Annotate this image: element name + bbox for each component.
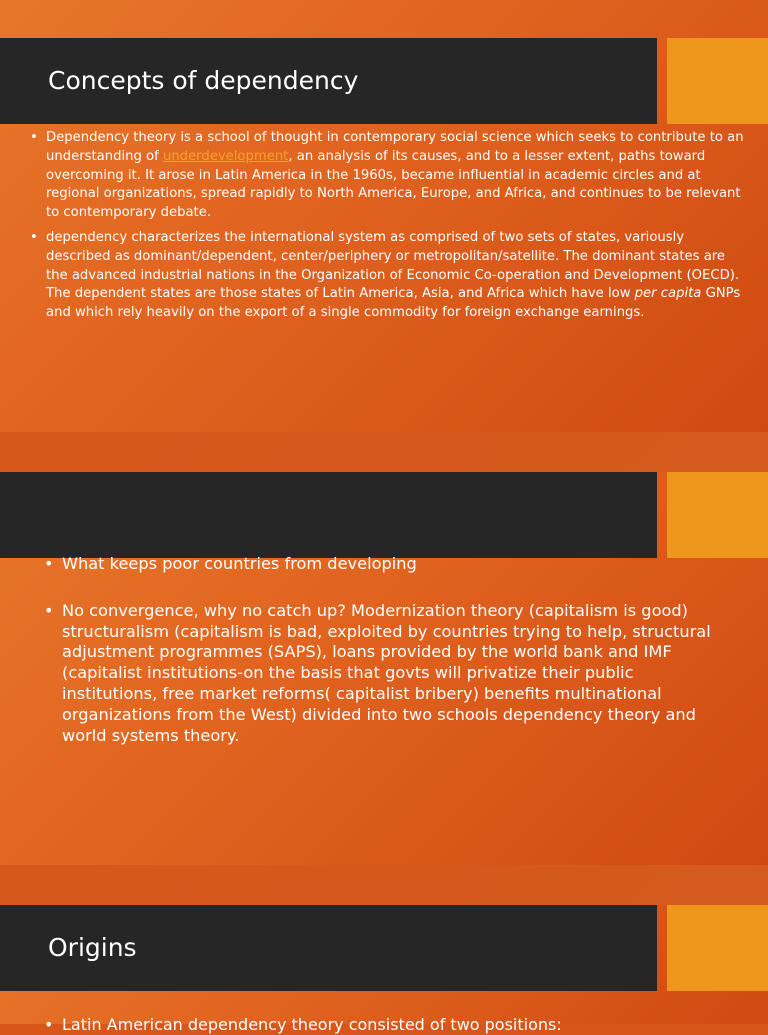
slide-2-bullet-list [62,554,722,746]
slide-1-bullet-2: • dependency characterizes the international system as comprised of two sets of states, variously described as dominant/dependent, center/periphery or metropolitan/satellite. The dominant states are the advanced industrial nations in the Organization of Economic Co-operation and Development (OECD). The dependent states are those states of Latin America, Asia, and Africa which have low per capita GNPs and which rely heavily on the export of a single commodity for foreign exchange earnings. [46,229,746,323]
slide-gap-1 [0,432,768,472]
slide-gap-2 [0,865,768,905]
slide-1 [0,0,768,432]
slide-3-accent-block [667,905,768,991]
slide-2-accent-block [667,472,768,558]
slide-1-bullet-list [46,129,746,329]
slide-2-bullet-2: • No convergence, why no catch up? Modernization theory (capitalism is good) structuralism (capitalism is bad, exploited by countries trying to help, structural adjustment programmes (SAPS), loans provided by the world bank and IMF (capitalist institutions-on the basis that govts will privatize their public institutions, free market reforms( capitalist bribery) benefits multinational organizations from the West) divided into two schools dependency theory and world systems theory. [62,601,722,747]
slide-2-title-bar [0,472,657,558]
slide-3 [0,905,768,1034]
slide-1-title: Concepts of dependency [48,66,359,95]
slide-2 [0,472,768,865]
underdevelopment-link[interactable]: underdevelopment [162,148,289,164]
slide-3-title: Origins [48,933,137,962]
slide-1-bullet-1: • Dependency theory is a school of thought in contemporary social science which seeks to contribute to an understanding of underdevelopment, an analysis of its causes, and to a lesser extent, paths toward overcoming it. It arose in Latin America in the 1960s, became influential in academic circles and at regional organizations, spread rapidly to North America, Europe, and Africa, and continues to be relevant to contemporary debate. [46,129,746,223]
slide-3-title-bar [0,905,657,991]
slide-3-bullet-1: • Latin American dependency theory consisted of two positions: [62,1015,742,1035]
slide-1-title-bar [0,38,657,124]
slide-3-bullet-list [62,1015,742,1035]
slide-1-accent-block [667,38,768,124]
slide-2-bullet-1: • What keeps poor countries from developing [62,554,722,575]
